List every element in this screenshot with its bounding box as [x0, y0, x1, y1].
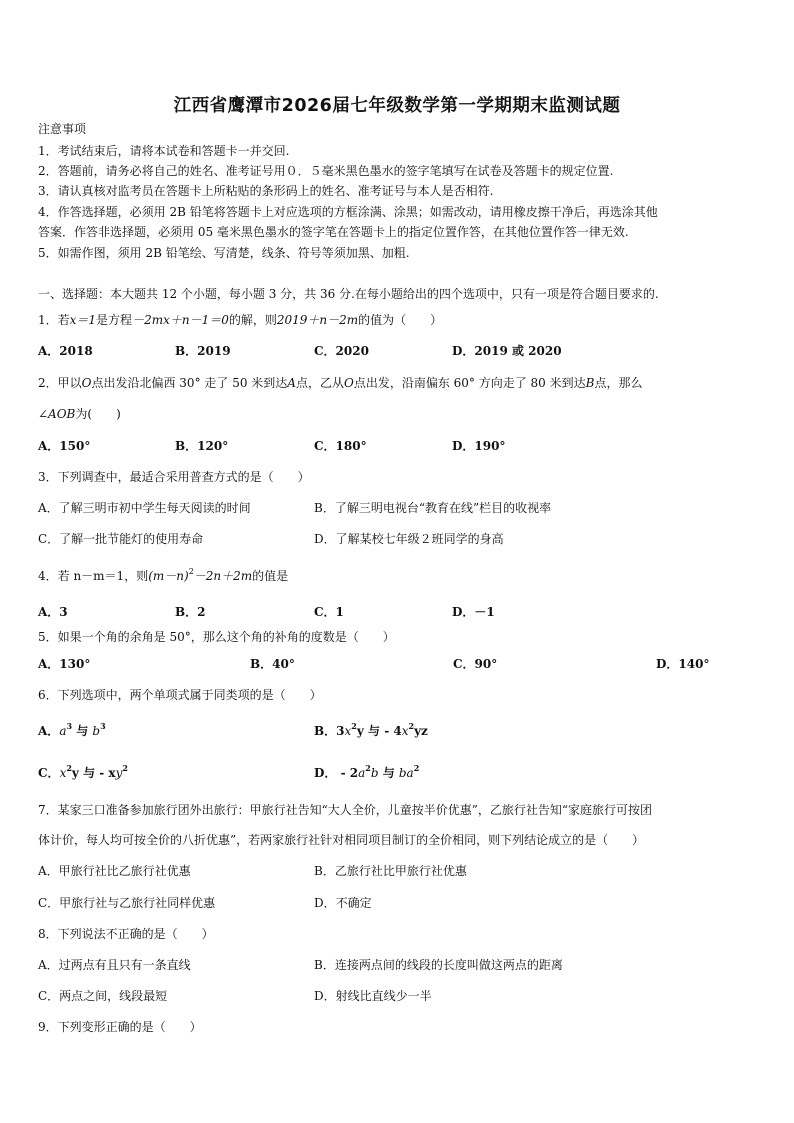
notice-item: 3．请认真核对监考员在答题卡上所粘贴的条形码上的姓名、准考证号与本人是否相符. [38, 184, 494, 198]
notice-heading: 注意事项 [38, 122, 87, 136]
option-label: A． [38, 724, 60, 738]
math-term: b [370, 766, 379, 780]
option-label: D． - 2 [314, 766, 359, 780]
q2-text: 点，乙从 [295, 376, 344, 390]
q2-math: B [585, 376, 595, 390]
question-4 [38, 567, 288, 585]
q7-option-c: C．甲旅行社与乙旅行社同样优惠 [38, 896, 216, 910]
math-term: x [344, 724, 352, 738]
q2-text: 2．甲以 [38, 376, 82, 390]
connector: y 与 - x [71, 766, 116, 780]
q1-text: 1．若 [38, 313, 70, 327]
q7-option-d: D．不确定 [314, 896, 372, 910]
q6-option-a [38, 722, 106, 740]
question-2 [38, 374, 642, 392]
math-term: b [92, 724, 101, 738]
math-term: x [401, 724, 409, 738]
q1-math: x＝1 [69, 313, 97, 327]
exponent: 3 [66, 721, 73, 731]
question-3: 3．下列调查中，最适合采用普查方式的是（ ） [38, 470, 310, 484]
exponent: 2 [66, 763, 72, 773]
q2-text: 为( ) [75, 407, 121, 421]
q4-text: 4．若 n－m＝1，则 [38, 569, 149, 583]
q8-option-b: B．连接两点间的线段的长度叫做这两点的距离 [314, 958, 563, 972]
question-9: 9．下列变形正确的是（ ） [38, 1020, 202, 1034]
q1-text: 是方程 [96, 313, 133, 327]
q1-math: 2019＋n－2m [276, 313, 359, 327]
q4-option-c: C．1 [314, 605, 344, 619]
connector: yz [414, 724, 428, 738]
q1-option-c: C．2020 [314, 344, 369, 358]
q1-text: 的解，则 [228, 313, 277, 327]
exponent: 2 [408, 721, 415, 731]
q2-option-d: D．190° [452, 439, 506, 453]
q3-option-c: C．了解一批节能灯的使用寿命 [38, 532, 204, 546]
question-6: 6．下列选项中，两个单项式属于同类项的是（ ） [38, 688, 322, 702]
q7-option-b: B．乙旅行社比甲旅行社优惠 [314, 864, 467, 878]
math-term: ba [398, 766, 414, 780]
exponent: 2 [365, 763, 371, 773]
math-term: a [59, 724, 67, 738]
q3-option-a: A．了解三明市初中学生每天阅读的时间 [38, 501, 251, 515]
notice-item: 1．考试结束后，请将本试卷和答题卡一并交回. [38, 144, 290, 158]
q8-option-c: C．两点之间，线段最短 [38, 989, 168, 1003]
notice-item: 答案．作答非选择题，必须用 05 毫米黑色墨水的签字笔在答题卡上的指定位置作答，在其他位置作答一律无效. [38, 225, 629, 239]
q6-option-b [314, 722, 428, 740]
q2-text: 点出发沿北偏西 30° 走了 50 米到达 [91, 376, 288, 390]
q1-math: －2mx＋n－1＝0 [132, 313, 229, 327]
q2-text: 点，那么 [594, 376, 643, 390]
q4-option-b: B．2 [175, 605, 206, 619]
math-term: y [115, 766, 123, 780]
math-term: x [59, 766, 67, 780]
option-label: B．3 [314, 724, 345, 738]
q5-option-d: D．140° [656, 657, 710, 671]
q4-option-d: D．－1 [452, 605, 495, 619]
notice-item: 2．答题前，请务必将自己的姓名、准考证号用０．５毫米黑色墨水的签字笔填写在试卷及答题卡的规定位置. [38, 164, 614, 178]
q2-text: 点出发，沿南偏东 60° 方向走了 80 米到达 [353, 376, 586, 390]
connector: 与 [72, 724, 93, 738]
q1-option-d: D．2019 或 2020 [452, 344, 562, 358]
section-heading: 一、选择题：本大题共 12 个小题，每小题 3 分，共 36 分.在每小题给出的四个选项中，只有一项是符合题目要求的. [38, 287, 659, 301]
q2-option-c: C．180° [314, 439, 367, 453]
q2-option-b: B．120° [175, 439, 229, 453]
q2-math: A [287, 376, 296, 390]
notice-item: 4．作答选择题，必须用 2B 铅笔将答题卡上对应选项的方框涂满、涂黑；如需改动，请用橡皮擦干净后，再选涂其他 [38, 205, 658, 219]
connector: 与 [378, 766, 399, 780]
option-label: C． [38, 766, 60, 780]
q8-option-a: A．过两点有且只有一条直线 [38, 958, 191, 972]
q4-math: －2n＋2m [193, 569, 253, 583]
q5-option-a: A．130° [38, 657, 91, 671]
q4-option-a: A．3 [38, 605, 68, 619]
q1-option-b: B．2019 [175, 344, 231, 358]
q4-math: (m－n) [148, 569, 189, 583]
q5-option-c: C．90° [453, 657, 498, 671]
exponent: 2 [351, 721, 357, 731]
question-1 [38, 311, 442, 329]
question-7: 7．某家三口准备参加旅行团外出旅行：甲旅行社告知“大人全价，儿童按半价优惠”，乙旅行社告知“家庭旅行可按团 [38, 803, 653, 817]
question-7-cont: 体计价，每人均可按全价的八折优惠”，若两家旅行社针对相同项目制订的全价相同，则下列结论成立的是（ ） [38, 833, 645, 847]
q4-text: 的值是 [252, 569, 289, 583]
exponent: 2 [413, 763, 420, 773]
q1-option-a: A．2018 [38, 344, 93, 358]
q2-math: ∠AOB [38, 407, 76, 421]
q3-option-d: D．了解某校七年级２班同学的身高 [314, 532, 504, 546]
q3-option-b: B．了解三明电视台“教育在线”栏目的收视率 [314, 501, 552, 515]
question-2-cont [38, 405, 121, 423]
q1-text: 的值为（ ） [358, 313, 443, 327]
exponent: 3 [100, 721, 106, 731]
exponent: 2 [122, 763, 128, 773]
question-8: 8．下列说法不正确的是（ ） [38, 927, 214, 941]
q8-option-d: D．射线比直线少一半 [314, 989, 432, 1003]
q7-option-a: A．甲旅行社比乙旅行社优惠 [38, 864, 191, 878]
q6-option-c [38, 764, 128, 782]
q5-option-b: B．40° [250, 657, 295, 671]
page-title: 江西省鹰潭市2026届七年级数学第一学期期末监测试题 [173, 96, 621, 116]
math-term: a [358, 766, 366, 780]
connector: y 与 - 4 [356, 724, 402, 738]
q2-math: O [81, 376, 92, 390]
q2-option-a: A．150° [38, 439, 91, 453]
q2-math: O [343, 376, 354, 390]
question-5: 5．如果一个角的余角是 50°，那么这个角的补角的度数是（ ） [38, 630, 395, 644]
notice-item: 5．如需作图，须用 2B 铅笔绘、写清楚，线条、符号等须加黑、加粗. [38, 246, 410, 260]
q4-superscript: 2 [188, 567, 194, 576]
q6-option-d [314, 764, 419, 782]
